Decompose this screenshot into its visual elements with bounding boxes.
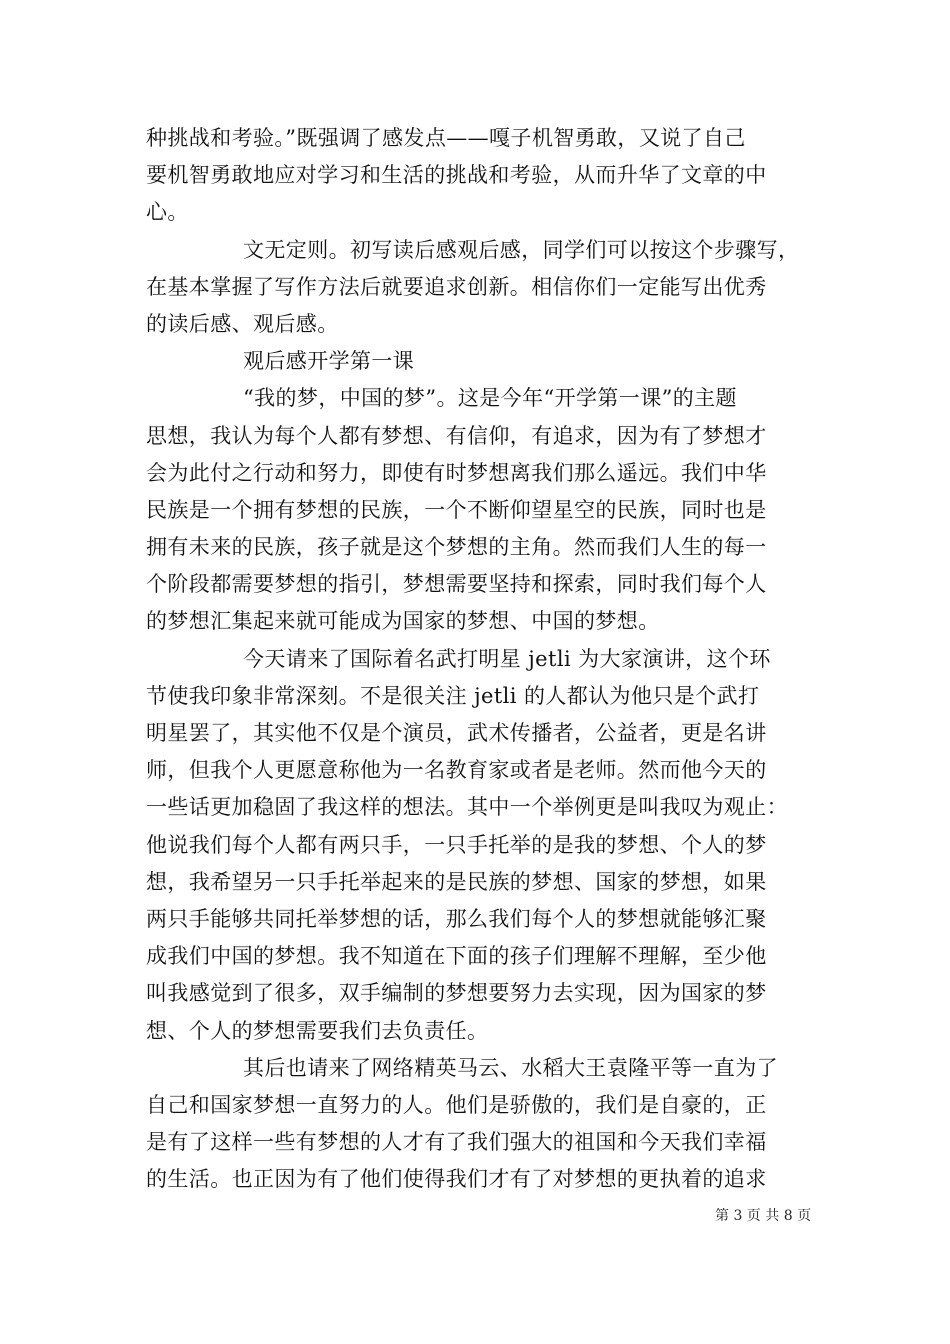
text-line: 的读后感、观后感。 bbox=[146, 311, 339, 336]
text-line: 要机智勇敢地应对学习和生活的挑战和考验，从而升华了文章的中 bbox=[146, 163, 767, 188]
text-line: 种挑战和考验。”既强调了感发点——嘎子机智勇敢，又说了自己 bbox=[146, 126, 746, 150]
text-line: 成我们中国的梦想。我不知道在下面的孩子们理解不理解，至少他 bbox=[146, 944, 767, 969]
text-line: 师，但我个人更愿意称他为一名教育家或者是老师。然而他今天的 bbox=[146, 758, 767, 783]
text-line: 他说我们每个人都有两只手，一只手托举的是我的梦想、个人的梦 bbox=[146, 832, 767, 857]
text-line: 文无定则。初写读后感观后感，同学们可以按这个步骤写， bbox=[243, 237, 800, 262]
text-line: 心。 bbox=[146, 200, 189, 225]
text-line: 会为此付之行动和努力，即使有时梦想离我们那么遥远。我们中华 bbox=[146, 460, 767, 485]
text-line: 的梦想汇集起来就可能成为国家的梦想、中国的梦想。 bbox=[146, 609, 660, 634]
text-line: 拥有未来的民族，孩子就是这个梦想的主角。然而我们人生的每一 bbox=[146, 535, 767, 560]
text-line: 想、个人的梦想需要我们去负责任。 bbox=[146, 1018, 489, 1043]
body-text bbox=[146, 120, 811, 1198]
text-line: 的生活。也正因为有了他们使得我们才有了对梦想的更执着的追求 bbox=[146, 1167, 767, 1192]
text-line: “我的梦，中国的梦”。这是今年“开学第一课”的主题 bbox=[243, 386, 737, 411]
page-number-footer: 第 3 页 共 8 页 bbox=[715, 1208, 812, 1224]
text-line: 一些话更加稳固了我这样的想法。其中一个举例更是叫我叹为观止： bbox=[146, 795, 788, 820]
text-line: 节使我印象非常深刻。不是很关注 jetli 的人都认为他只是个武打 bbox=[146, 683, 760, 708]
text-line: 观后感开学第一课 bbox=[243, 349, 415, 374]
text-line: 个阶段都需要梦想的指引，梦想需要坚持和探索，同时我们每个人 bbox=[146, 572, 767, 597]
text-line: 思想，我认为每个人都有梦想、有信仰，有追求，因为有了梦想才 bbox=[146, 423, 767, 448]
text-line: 其后也请来了网络精英马云、水稻大王袁隆平等一直为了 bbox=[243, 1055, 778, 1080]
text-line: 今天请来了国际着名武打明星 jetli 为大家演讲，这个环 bbox=[243, 646, 771, 671]
text-line: 是有了这样一些有梦想的人才有了我们强大的祖国和今天我们幸福 bbox=[146, 1130, 767, 1155]
text-line: 叫我感觉到了很多，双手编制的梦想要努力去实现，因为国家的梦 bbox=[146, 981, 767, 1006]
text-line: 自己和国家梦想一直努力的人。他们是骄傲的，我们是自豪的，正 bbox=[146, 1092, 767, 1117]
text-line: 明星罢了，其实他不仅是个演员，武术传播者，公益者，更是名讲 bbox=[146, 721, 767, 745]
text-line: 民族是一个拥有梦想的民族，一个不断仰望星空的民族，同时也是 bbox=[146, 497, 767, 522]
text-line: 两只手能够共同托举梦想的话，那么我们每个人的梦想就能够汇聚 bbox=[146, 906, 767, 931]
text-line: 在基本掌握了写作方法后就要追求创新。相信你们一定能写出优秀 bbox=[146, 274, 767, 299]
text-line: 想，我希望另一只手托举起来的是民族的梦想、国家的梦想，如果 bbox=[146, 869, 767, 894]
